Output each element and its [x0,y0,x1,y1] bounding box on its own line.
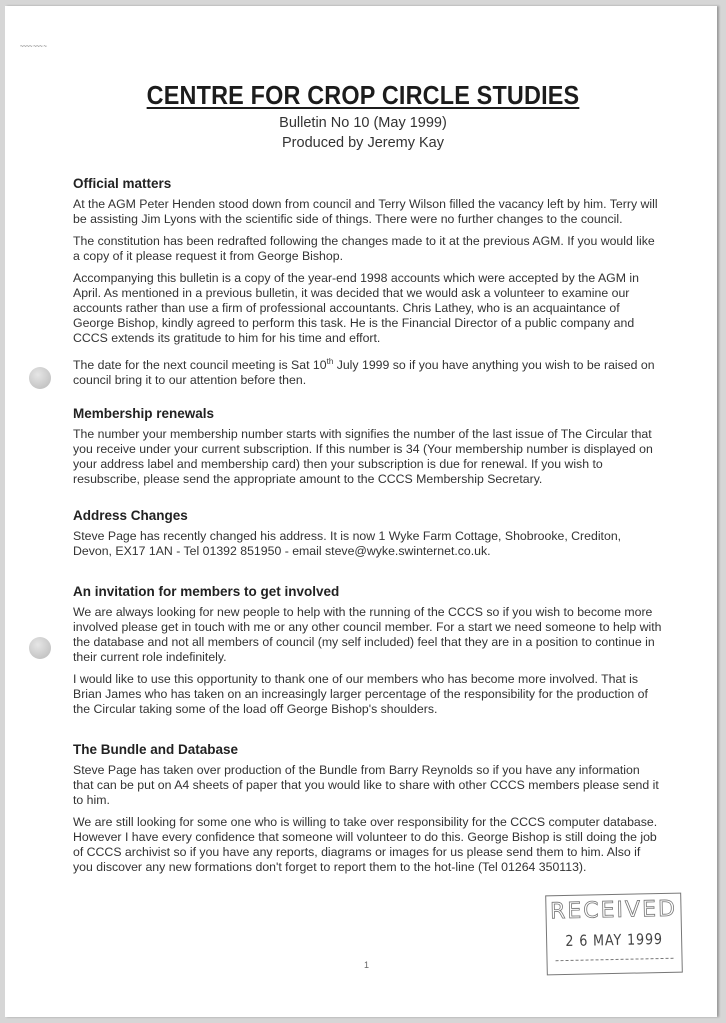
document-title: CENTRE FOR CROP CIRCLE STUDIES [146,80,580,110]
stamp-dashed-line [556,958,674,961]
section-heading: Address Changes [73,508,188,523]
handwritten-scribble: ~~~~ ~~~ ~ [20,44,47,50]
section-heading: The Bundle and Database [73,742,239,757]
section-heading: Official matters [73,176,172,191]
section-address-changes [73,508,663,566]
paragraph: We are always looking for new people to help with the running of the CCCS so if you wish to become more involved please get in touch with me or any other council member. For a start we need someone to help with the database and not all members of council (my self included) feel that they are in a position to continue in their current role indefinitely. [73,605,662,664]
section-heading: An invitation for members to get involved [73,584,340,599]
section-bundle-database [73,742,663,882]
bulletin-subtitle: Bulletin No 10 (May 1999) [279,115,447,131]
paragraph: We are still looking for some one who is willing to take over responsibility for the CCCS computer database. However I have every confidence that someone will volunteer to do this. George Bishop is still doing the job of CCCS archivist so if you have any reports, diagrams or images for us please send them to him. Also if you discover any new formations don't forget to report them to the hot-line (Tel 01264 350113). [73,815,658,874]
paragraph: I would like to use this opportunity to thank one of our members who has become more involved. That is Brian James who has taken on an increasingly larger percentage of the responsibility for the production of the Circular taking some of the load off George Bishop's shoulders. [73,672,648,716]
received-stamp [545,893,683,976]
paragraph: At the AGM Peter Henden stood down from council and Terry Wilson filled the vacancy left by him. Terry will be assisting Jim Lyons with the scientific side of things. There were no further changes to the council. [73,197,658,226]
paragraph: The constitution has been redrafted following the changes made to it at the previous AGM. If you would like a copy of it please request it from George Bishop. [73,234,655,263]
paragraph: Steve Page has recently changed his address. It is now 1 Wyke Farm Cottage, Shobrooke, Crediton, Devon, EX17 1AN - Tel 01392 851950 - email steve@wyke.swinternet.co.uk. [73,529,622,558]
paragraph: Accompanying this bulletin is a copy of the year-end 1998 accounts which were accepted by the AGM in April. As mentioned in a previous bulletin, it was decided that we would ask a volunteer to examine our accounts rather than use a firm of professional accountants. Chris Lathey, who is an acquaintance of George Bishop, kindly agreed to perform this task. He is the Financial Director of a public company and CCCS extends its gratitude to him for his time and effort. [73,271,639,345]
paragraph: The number your membership number starts with signifies the number of the last issue of The Circular that you receive under your current subscription. If this number is 34 (Your membership number is displayed on your address label and membership card) then your subscription is due for renewal. If you wish to resubscribe, please send the appropriate amount to the CCCS Membership Secretary. [73,427,653,486]
meeting-paragraph: The date for the next council meeting is Sat 10th July 1999 so if you have anything you wish to be raised on council bring it to our attention before then. [73,356,655,387]
stamp-label: RECEIVED [549,896,678,925]
punch-hole-icon [29,637,51,659]
section-heading: Membership renewals [73,406,215,421]
stamp-date: 2 6 MAY 1999 [565,929,664,951]
section-official-matters [73,176,663,395]
section-membership-renewals [73,406,663,494]
paragraph: Steve Page has taken over production of the Bundle from Barry Reynolds so if you have any information that can be put on A4 sheets of paper that you would like to share with other CCCS members please send it to him. [73,763,659,807]
producer-line: Produced by Jeremy Kay [282,135,444,151]
punch-hole-icon [29,367,51,389]
page-number: 1 [364,960,370,970]
section-get-involved [73,584,663,724]
